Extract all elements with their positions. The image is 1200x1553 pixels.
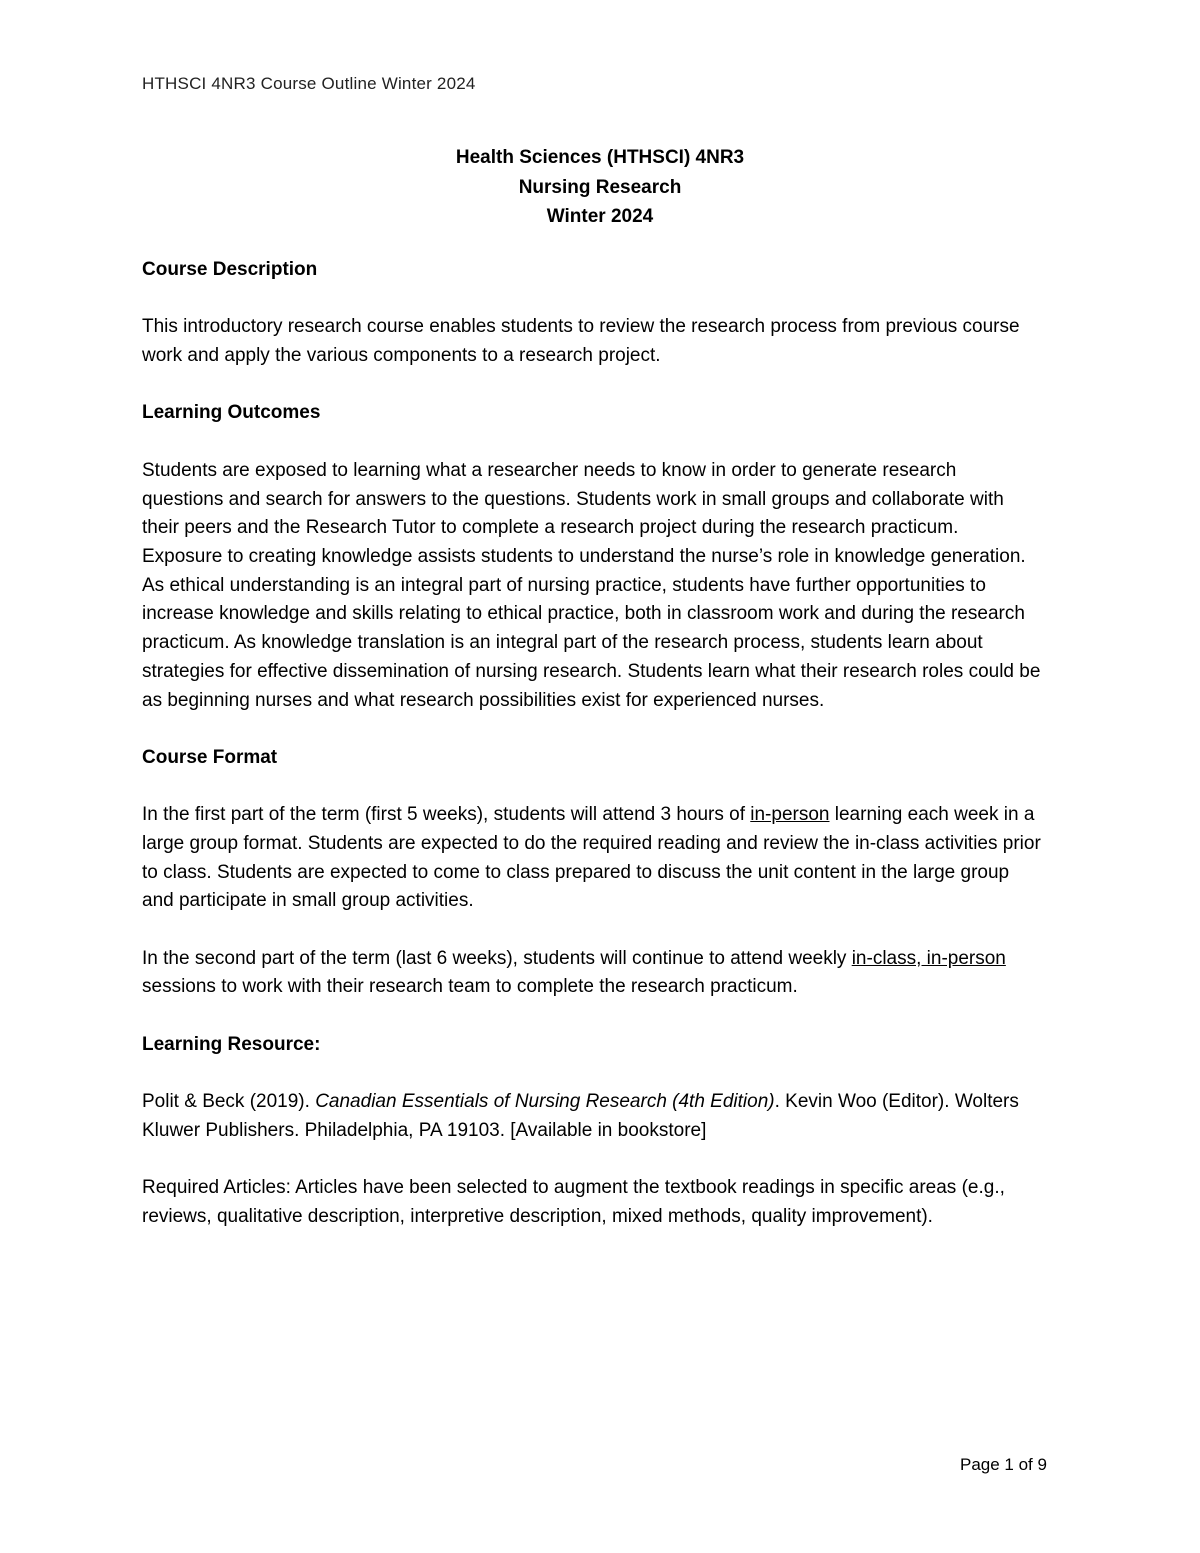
learning-resource-heading: Learning Resource: <box>142 1033 321 1055</box>
course-code-title: Health Sciences (HTHSCI) 4NR3 <box>455 147 745 168</box>
textbook-reference <box>142 1088 1042 1145</box>
learning-outcomes-text: Students are exposed to learning what a researcher needs to know in order to generate research questions and search for answers to the questions. Students work in small groups and collaborate with their peers and the Research Tutor to complete a research project during the research practicum. Exposure to creating knowledge assists students to understand the nurse’s role in knowledge generation. As ethical understanding is an integral part of nursing practice, students have further opportunities to increase knowledge and skills relating to ethical practice, both in classroom work and during the research practicum. As knowledge translation is an integral part of the research process, students learn about strategies for effective dissemination of nursing research. Students learn what their research roles could be as beginning nurses and what research possibilities exist for experienced nurses. <box>142 459 1041 711</box>
running-header: HTHSCI 4NR3 Course Outline Winter 2024 <box>142 74 476 93</box>
reference-book-title: Canadian Essentials of Nursing Research (4th Edition) <box>315 1091 775 1113</box>
course-format-p1-start: In the first part of the term (first 5 weeks), students will attend 3 hours of <box>142 804 751 826</box>
course-description-heading: Course Description <box>142 259 318 280</box>
course-format-p2-end: sessions to work with their research team to complete the research practicum. <box>142 976 798 998</box>
reference-details: . Kevin Woo (Editor). Wolters Kluwer Publishers. Philadelphia, PA 19103. [Available in bookstore] <box>142 1091 1019 1141</box>
in-class-in-person-underlined-text: in-class, in-person <box>851 947 1006 969</box>
in-person-underlined-text: in-person <box>750 804 830 826</box>
course-format-heading: Course Format <box>142 746 278 768</box>
course-description-text: This introductory research course enables students to review the research process from previous course work and apply the various components to a research project. <box>142 316 1020 367</box>
learning-outcomes-heading: Learning Outcomes <box>142 402 321 424</box>
course-format-p2-start: In the second part of the term (last 6 weeks), students will continue to attend weekly <box>142 947 852 969</box>
required-articles-text: Required Articles: Articles have been selected to augment the textbook readings in specific areas (e.g., reviews, qualitative description, interpretive description, mixed methods, quality improvement). <box>142 1177 1005 1228</box>
course-name-title: Nursing Research <box>518 176 682 198</box>
term-title: Winter 2024 <box>546 206 654 227</box>
page-number: Page 1 of 9 <box>960 1455 1047 1474</box>
course-format-paragraph-1 <box>142 801 1042 916</box>
course-format-p1-end: learning each week in a large group format. Students are expected to do the required reading and review the in-class activities prior to class. Students are expected to come to class prepared to discuss the unit content in the large group and participate in small group activities. <box>142 804 1041 912</box>
document-body <box>142 256 1042 1232</box>
document-title <box>0 143 1200 232</box>
reference-authors: Polit & Beck (2019). <box>142 1091 316 1113</box>
course-format-paragraph-2 <box>142 945 1042 1002</box>
